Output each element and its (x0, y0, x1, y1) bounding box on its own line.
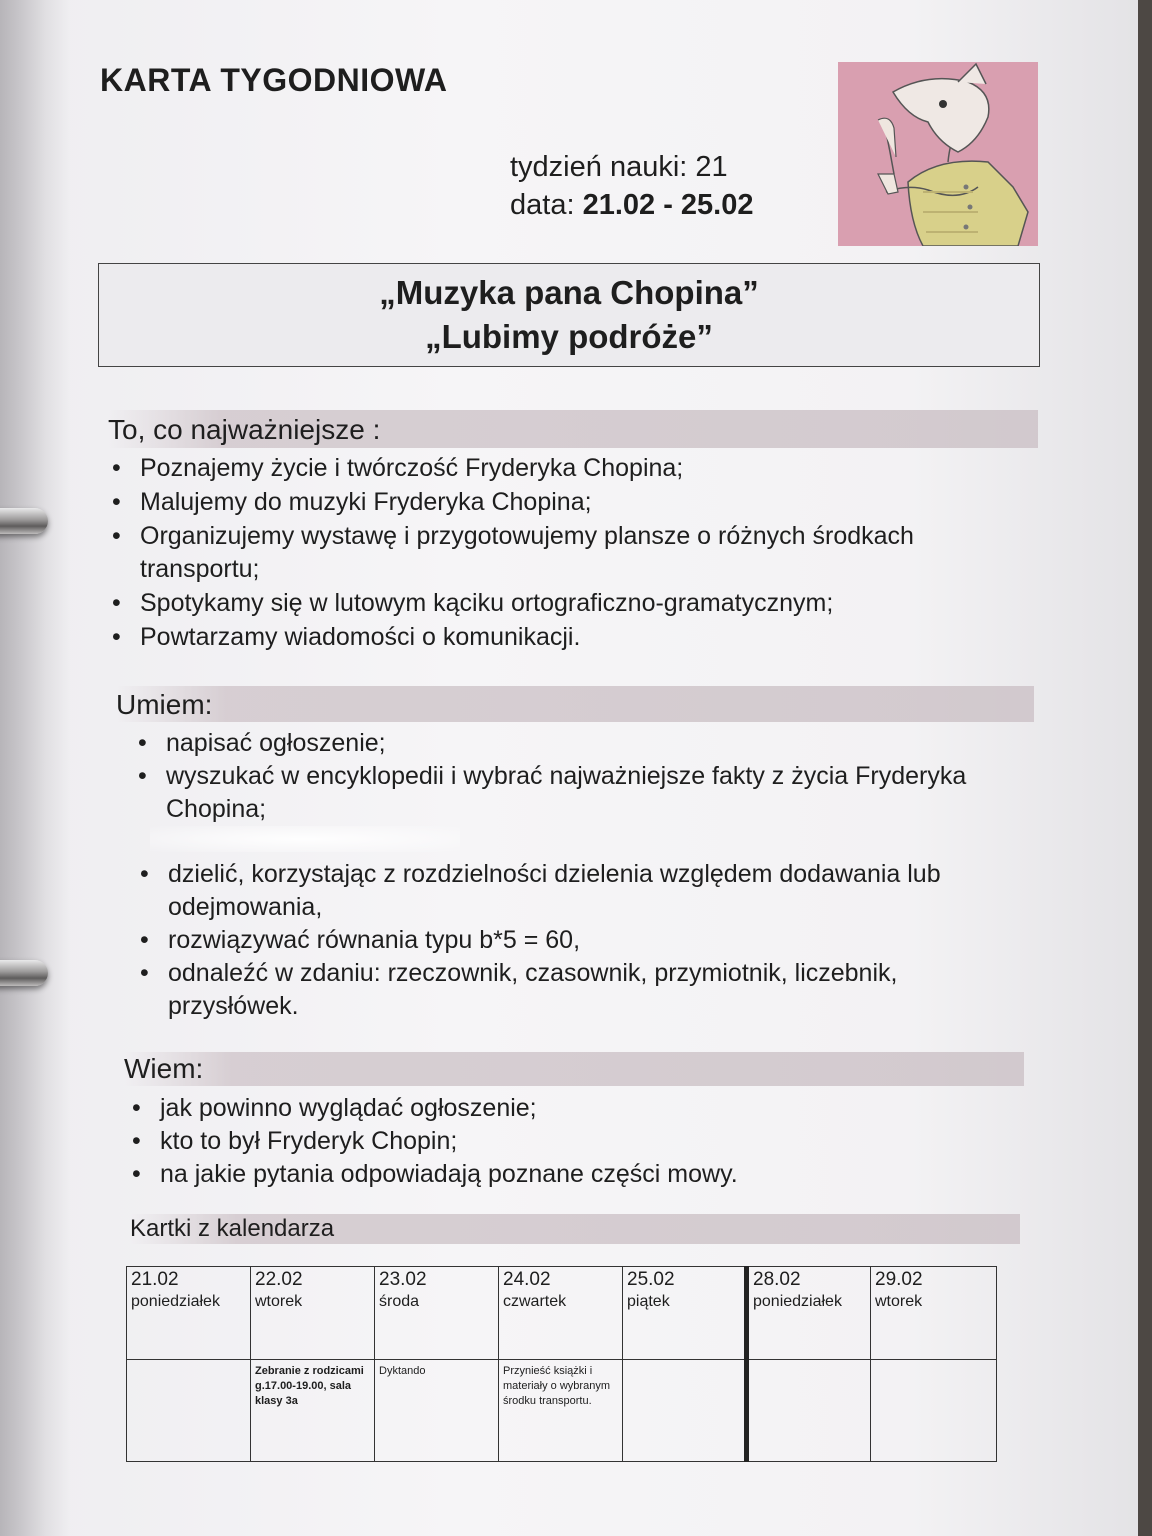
calendar-note-cell (871, 1360, 997, 1462)
calendar-note-cell (747, 1360, 871, 1462)
topic-box (98, 263, 1040, 367)
list-item: • kto to był Fryderyk Chopin; (130, 1125, 1010, 1158)
erased-line (150, 826, 460, 852)
umiem-list-part-2 (138, 858, 1028, 1023)
calendar-note-cell: Przynieść książki i materiały o wybranym środku transportu. (499, 1360, 623, 1462)
calendar-table (126, 1266, 997, 1462)
calendar-day-cell: 25.02 piątek (623, 1267, 747, 1360)
calendar-day-cell: 21.02 poniedziałek (127, 1267, 251, 1360)
list-item: • wyszukać w encyklopedii i wybrać najważniejsze fakty z życia Fryderyka Chopina; (136, 760, 1026, 826)
list-item: • Malujemy do muzyki Fryderyka Chopina; (110, 486, 1030, 519)
list-item: • jak powinno wyglądać ogłoszenie; (130, 1092, 1010, 1125)
wiem-list (130, 1092, 1010, 1191)
wiem-heading: Wiem: (124, 1052, 1024, 1086)
topic-title-2: „Lubimy podróże” (425, 318, 713, 355)
illustration-mouse-picture (838, 62, 1038, 246)
sheet-title: KARTA TYGODNIOWA (100, 62, 448, 98)
calendar-note-cell (127, 1360, 251, 1462)
calendar-note-cell: Zebranie z rodzicami g.17.00-19.00, sala klasy 3a (251, 1360, 375, 1462)
week-number: tydzień nauki: 21 (510, 151, 728, 183)
list-item: • odnaleźć w zdaniu: rzeczownik, czasownik, przymiotnik, liczebnik, przysłówek. (138, 957, 1028, 1023)
calendar-note-cell (623, 1360, 747, 1462)
list-item: • Organizujemy wystawę i przygotowujemy plansze o różnych środkach transportu; (110, 520, 1030, 586)
list-item: • dzielić, korzystając z rozdzielności dzielenia względem dodawania lub odejmowania, (138, 858, 1028, 924)
binder-shadow (0, 0, 70, 1536)
topic-title-1: „Muzyka pana Chopina” (379, 274, 759, 311)
date-range: 21.02 - 25.02 (582, 189, 754, 221)
key-points-heading: To, co najważniejsze : (108, 410, 1038, 448)
calendar-heading: Kartki z kalendarza (130, 1214, 1020, 1244)
key-points-list (110, 452, 1030, 655)
list-item: • Spotykamy się w lutowym kąciku ortograficzno-gramatycznym; (110, 587, 1030, 620)
week-dates: data: 21.02 - 25.02 (510, 189, 754, 221)
umiem-list-part-1 (136, 727, 1026, 826)
calendar-day-cell: 23.02 środa (375, 1267, 499, 1360)
umiem-heading: Umiem: (116, 686, 1034, 722)
list-item: • rozwiązywać równania typu b*5 = 60, (138, 924, 1028, 957)
list-item: • napisać ogłoszenie; (136, 727, 1026, 760)
binder-ring (0, 960, 48, 986)
background-edge (1138, 0, 1152, 1536)
calendar-day-cell: 24.02 czwartek (499, 1267, 623, 1360)
week-info (510, 148, 753, 224)
calendar-day-cell: 22.02 wtorek (251, 1267, 375, 1360)
list-item: • na jakie pytania odpowiadają poznane części mowy. (130, 1158, 1010, 1191)
binder-ring (0, 508, 48, 534)
list-item: • Poznajemy życie i twórczość Fryderyka Chopina; (110, 452, 1030, 485)
calendar-note-cell: Dyktando (375, 1360, 499, 1462)
calendar-day-cell: 29.02 wtorek (871, 1267, 997, 1360)
calendar-day-cell: 28.02 poniedziałek (747, 1267, 871, 1360)
list-item: • Powtarzamy wiadomości o komunikacji. (110, 621, 1030, 654)
